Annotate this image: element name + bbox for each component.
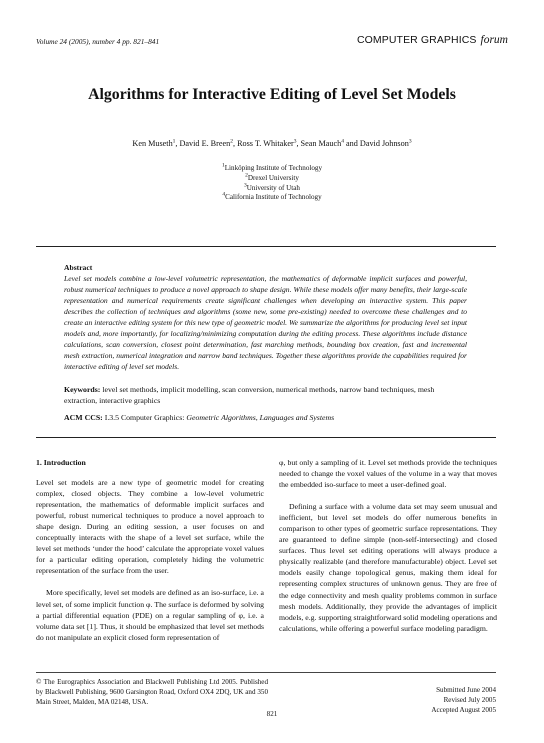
abstract-text: Level set models combine a low-level volumetric representation, the mathematics of deformable implicit surfaces and powerful, robust numerical techniques to produce a novel approach to shape design. While these models offer many benefits, their large-scale representation and numerical requirements create significant challenges when developing an interactive system. This paper describes the collection of techniques and algorithms (some new, some pre-existing) needed to overcome these challenges and to create an interactive editing system for this new type of geometric model. We summarize the algorithms for producing level set input models and, more importantly, for localizing/minimizing computation during the editing process. These algorithms include distance calculations, scan conversion, closest point determination, fast marching methods, bounding box creation, fast and incremental mesh extraction, numerical integration and narrow band techniques. Together these algorithms provide the capabilities required for interactive editing of level set models. [64, 274, 467, 372]
right-column [279, 457, 497, 645]
journal-masthead [357, 34, 508, 46]
abstract-heading: Abstract [64, 263, 93, 272]
author-affiliation-mark: 2 [230, 138, 233, 145]
affiliation-mark: 3 [244, 182, 247, 189]
journal-info: Volume 24 (2005), number 4 pp. 821–841 [36, 37, 160, 46]
copyright-notice: © The Eurographics Association and Blackwell Publishing Ltd 2005. Published by Blackwell Publishing, 9600 Garsington Road, Oxford OX4 2DQ, UK and 350 Main Street, Malden, MA 02148, USA. [36, 678, 268, 706]
affiliation [0, 174, 544, 184]
author: Ken Museth [132, 139, 173, 148]
affiliation-mark: 1 [221, 162, 225, 169]
affiliation-name: Drexel University [247, 173, 299, 182]
affiliation [0, 184, 544, 194]
author-affiliation-mark: 3 [408, 138, 412, 145]
author: Ross T. Whitaker [237, 139, 294, 148]
masthead-main: COMPUTER GRAPHICS [356, 34, 477, 46]
accepted-date: Accepted August 2005 [431, 705, 496, 714]
acm-ccs-label: ACM CCS: [64, 413, 103, 422]
page-number: 821 [266, 710, 278, 718]
paragraph: Level set models are a new type of geometric model for creating complex, closed objects. They combine a low-level volumetric representation, the mathematics of deformable implicit surfaces and powerful, robust numerical techniques to produce a novel approach to shape design. During an editing session, a user focuses on and conceptually interacts with the shape of a level set surface, while the level set methods ‘under the hood’ calculate the appropriate voxel values for a particular editing operation, completely hiding the volumetric representation of the surface from the user. [36, 478, 264, 576]
masthead-forum: forum [480, 34, 508, 46]
revised-date: Revised July 2005 [443, 695, 496, 704]
keywords-text: level set methods, implicit modelling, scan conversion, numerical methods, narrow band techniques, mesh extraction, interactive graphics [64, 385, 435, 405]
submitted-date: Submitted June 2004 [436, 686, 496, 694]
paper-title: Algorithms for Interactive Editing of Level Set Models [88, 86, 456, 103]
affiliation-list [0, 164, 544, 203]
paragraph: Defining a surface with a volume data set may seem unusual and inefficient, but level set models do offer numerous benefits in comparison to other types of geometric surface representations. They are guaranteed to define simple (non-self-intersecting) and closed surfaces. Thus level set editing operations will always produce a physically realizable (and therefore manufacturable) object. Level set models easily change topological genus, making them ideal for representing complex structures of unknown genus. They are free of the edge connectivity and mesh quality problems common in surface mesh models. Additionally, they provide the advantages of implicit models, e.g. supporting straightforward solid modeling operations and calculations, while offering a powerful surface modeling paradigm. [279, 502, 497, 633]
abstract-top-rule [36, 246, 496, 247]
affiliation-name: University of Utah [246, 183, 300, 192]
paragraph-continued: φ, but only a sampling of it. Level set methods provide the techniques needed to change the voxel values of the volume in a way that moves the embedded iso-surface to meet a user-defined goal. [279, 458, 497, 490]
paragraph: More specifically, level set models are defined as an iso-surface, i.e. a level set, of some implicit function φ. The surface is deformed by solving a partial differential equation (PDE) on a regular sampling of φ, i.e. a volume data set [1]. Thus, it should be emphasized that level set methods do not manipulate an explicit closed form representation of [36, 588, 264, 642]
author-affiliation-mark: 3 [293, 138, 297, 145]
affiliation-name: Linköping Institute of Technology [224, 164, 323, 172]
author: David E. Breen [179, 139, 231, 148]
affiliation [0, 193, 544, 203]
affiliation-mark: 2 [245, 172, 248, 179]
author: David Johnson [359, 139, 409, 148]
abstract-block [64, 262, 467, 372]
author-affiliation-mark: 1 [172, 138, 176, 145]
acm-ccs-subject: Geometric Algorithms, Languages and Systems [186, 413, 335, 422]
author-affiliation-mark: 4 [341, 138, 344, 145]
affiliation [0, 164, 544, 174]
keywords-label: Keywords: [64, 385, 101, 394]
author: Sean Mauch [300, 139, 342, 148]
acm-ccs [64, 413, 467, 422]
abstract-bottom-rule [36, 437, 496, 438]
acm-ccs-code: I.3.5 Computer Graphics: [104, 413, 185, 422]
keywords [64, 385, 467, 406]
footer-rule [36, 672, 496, 673]
left-column [36, 457, 264, 654]
section-heading: 1. Introduction [36, 458, 86, 467]
affiliation-name: California Institute of Technology [225, 193, 322, 202]
affiliation-mark: 4 [222, 192, 226, 199]
author-list: Ken Museth$^1$, David E. Breen$^2$, Ross T. Whitaker$^3$, Sean Mauch$^4$ and David Johnson$^3$ [132, 138, 412, 148]
